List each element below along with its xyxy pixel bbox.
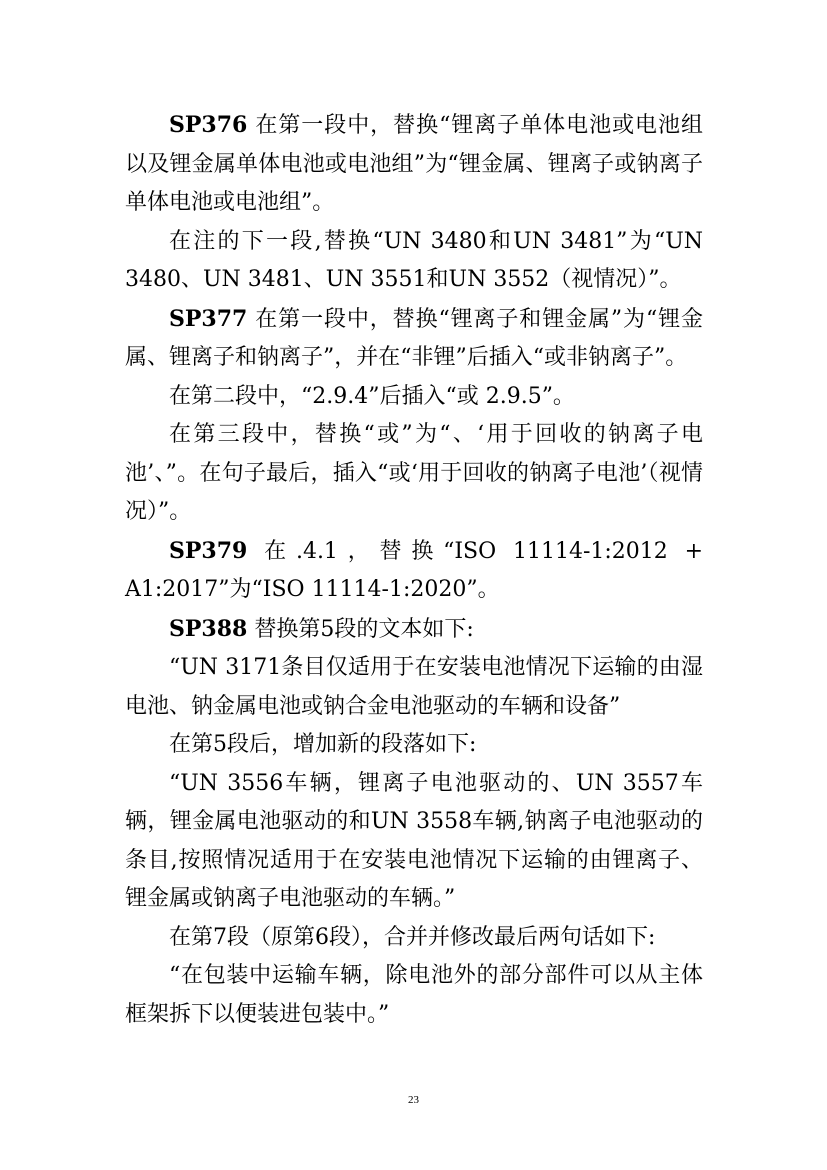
paragraph-text: 在第5段后，增加新的段落如下: [169,732,477,757]
page-number: 23 [408,1094,419,1106]
special-provision-code: SP376 [169,112,248,138]
paragraph-text: “UN 3171条目仅适用于在安装电池情况下运输的由湿电池、钠金属电池或钠合金电池驱动的车辆和设备” [125,655,703,719]
paragraph-sp376 [125,106,703,223]
paragraph-seventh-section [125,919,703,958]
special-provision-code: SP388 [169,615,248,642]
paragraph-text: “UN 3556车辆，锂离子电池驱动的、UN 3557车辆，锂金属电池驱动的和UN 3558车辆,钠离子电池驱动的条目,按照情况适用于在安装电池情况下运输的由锂离子、锂金属或钠离子电池驱动的车辆。” [125,770,703,911]
paragraph-quote-packaging [125,957,703,1034]
special-provision-code: SP377 [169,305,248,332]
paragraph-text: 替换第5段的文本如下: [254,616,474,642]
document-body [125,106,703,1034]
special-provision-code: SP379 [169,537,248,564]
paragraph-text: 在第三段中，替换“或”为“、‘用于回收的钠离子电池’、”。在句子最后，插入“或‘用于回收的钠离子电池’（视情况）”。 [125,422,703,524]
paragraph-text: 在第一段中，替换“锂离子和锂金属”为“锂金属、锂离子和钠离子”，并在“非锂”后插入“或非钠离子”。 [125,306,703,370]
paragraph-third-section [125,416,703,532]
paragraph-text: 在.4.1，替换“ISO 11114-1:2012 + A1:2017”为“ISO 11114-1:2020”。 [125,538,703,602]
paragraph-text: 在第一段中，替换“锂离子单体电池或电池组以及锂金属单体电池或电池组”为“锂金属、锂离子或钠离子单体电池或电池组”。 [125,113,703,215]
paragraph-text: 在第7段（原第6段），合并并修改最后两句话如下: [169,924,656,950]
paragraph-text: 在第二段中，“2.9.4”后插入“或 2.9.5”。 [169,383,575,409]
paragraph-sp377 [125,300,703,378]
paragraph-text: 在注的下一段,替换“UN 3480和UN 3481”为“UN 3480、UN 3481、UN 3551和UN 3552（视情况）”。 [125,228,703,292]
paragraph-quote-un3556 [125,765,703,919]
paragraph-quote-un3171 [125,649,703,726]
paragraph-sp388 [125,610,703,650]
paragraph-text: “在包装中运输车辆，除电池外的部分部件可以从主体框架拆下以便装进包装中。” [125,963,703,1027]
paragraph-note [125,223,703,300]
paragraph-after-fifth [125,726,703,765]
paragraph-sp379 [125,532,703,610]
paragraph-second-section [125,378,703,417]
